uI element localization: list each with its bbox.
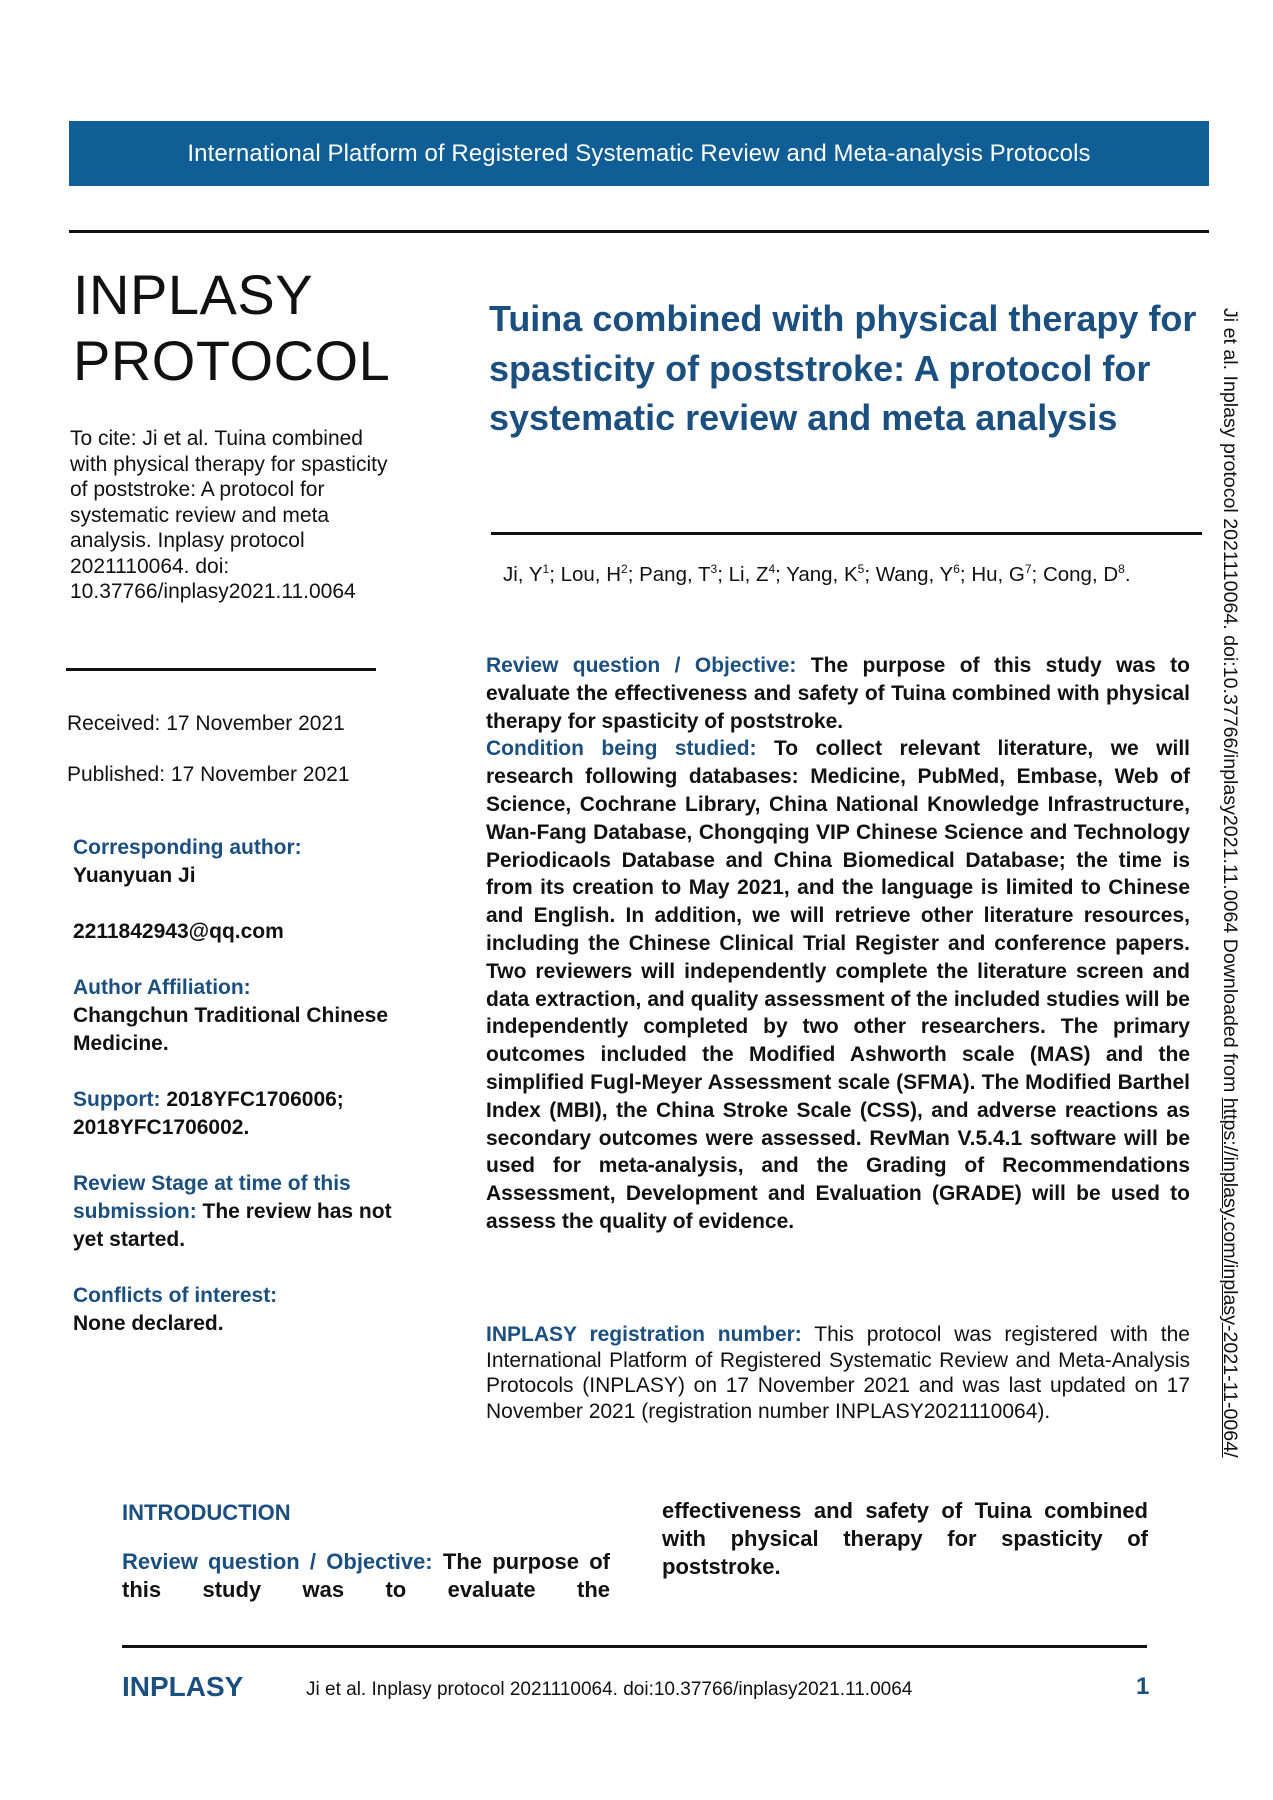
author <box>503 563 549 586</box>
author-affiliation-number: 5 <box>857 562 865 576</box>
author-name: Yang, K <box>786 562 858 586</box>
affiliation-label: Author Affiliation: <box>73 976 251 999</box>
introduction-heading: INTRODUCTION <box>122 1500 291 1525</box>
author <box>1043 563 1125 586</box>
author-name: Pang, T <box>639 562 711 586</box>
footer-citation: Ji et al. Inplasy protocol 2021110064. doi:10.37766/inplasy2021.11.0064 <box>306 1679 913 1700</box>
journal-banner: International Platform of Registered Systematic Review and Meta-analysis Protocols <box>69 121 1209 186</box>
author <box>729 563 776 586</box>
protocol-brand-title <box>73 262 390 394</box>
author-name: Wang, Y <box>875 562 954 586</box>
author-affiliation-number: 8 <box>1118 562 1125 576</box>
support-value: 2018YFC1706006; 2018YFC1706002. <box>73 1088 344 1139</box>
footer-brand: INPLASY <box>122 1671 244 1702</box>
affiliation-block <box>73 974 403 1058</box>
paper-title: Tuina combined with physical therapy for spasticity of poststroke: A protocol for systematic review and meta analysis <box>489 298 1197 438</box>
affiliation-value: Changchun Traditional Chinese Medicine. <box>73 1004 389 1055</box>
review-question-text: The purpose of this study was to evaluate the effectiveness and safety of Tuina combined with physical therapy for spasticity of poststroke. <box>486 654 1190 733</box>
download-link[interactable]: https://inplasy.com/inplasy-2021-11-0064/ <box>1219 1097 1241 1458</box>
side-download-note <box>1218 308 1241 1458</box>
author-affiliation-number: 7 <box>1024 562 1032 576</box>
author-affiliation-number: 4 <box>768 562 776 576</box>
corresponding-author-name: Yuanyuan Ji <box>73 864 196 887</box>
conflicts-block <box>73 1282 403 1338</box>
author-name: Ji, Y <box>503 562 543 586</box>
corresponding-author-block <box>73 834 403 890</box>
registration-text: This protocol was registered with the International Platform of Registered Systematic Review and Meta-Analysis Protocols (INPLASY) on 17 November 2021 and was last updated on 17 November 2021 (registration number INPLASY2021110064). <box>486 1323 1190 1423</box>
condition-label: Condition being studied: <box>486 737 757 761</box>
abstract <box>486 652 1190 1236</box>
author-name: Lou, H <box>560 562 621 586</box>
intro-left-body: The purpose of this study was to evaluate the <box>122 1549 610 1602</box>
author-email[interactable]: 2211842943@qq.com <box>73 920 284 943</box>
author-affiliation-number: 1 <box>542 562 550 576</box>
conflicts-label: Conflicts of interest: <box>73 1284 278 1307</box>
side-note-text: Ji et al. Inplasy protocol 2021110064. doi:10.37766/inplasy2021.11.0064 Downloaded from <box>1219 308 1241 1093</box>
review-stage-label: Review Stage at time of this submission: <box>73 1172 351 1223</box>
author-name: Li, Z <box>728 562 769 586</box>
author <box>876 563 960 586</box>
registration-block <box>486 1322 1190 1424</box>
author-affiliation-number: 3 <box>710 562 718 576</box>
intro-review-label: Review question / Objective: <box>122 1549 433 1574</box>
title-divider <box>491 532 1202 535</box>
condition-text: To collect relevant literature, we will research following databases: Medicine, PubMed, Embase, Web of Science, Cochrane Library, China National Knowledge Infrastructure, Wan-Fang Database, Chongqing VIP Chinese Science and Technology Periodicaols Database and China Biomedical Database; the time is from its creation to May 2021, and the language is limited to Chinese and English. In addition, we will retrieve other literature resources, including the Chinese Clinical Trial Register and conference papers. Two reviewers will independently complete the literature screen and data extraction, and quality assessment of the included studies will be independently completed by two other researchers. The primary outcomes included the Modified Ashworth scale (MAS) and the simplified Fugl-Meyer Assessment scale (SFMA). The Modified Barthel Index (MBI), the China Stroke Scale (CSS), and adverse reactions as secondary outcomes were assessed. RevMan V.5.4.1 software will be used for meta-analysis, and the Grading of Recommendations Assessment, Development and Evaluation (GRADE) will be used to assess the quality of evidence. <box>486 737 1191 1233</box>
author-list: Ji, $Y^1$; Lou, $H^2$; Pang, $T^3$; Li, $Z^4$; Yang, $K^5$; Wang, $Y^6$; Hu, $G^7$; Cong, $D^8$. <box>503 562 1131 586</box>
author <box>639 563 717 586</box>
conflicts-value: None declared. <box>73 1312 224 1335</box>
review-stage-block <box>73 1170 403 1254</box>
review-question-label: Review question / Objective: <box>486 654 797 677</box>
received-date: Received: 17 November 2021 <box>67 712 345 735</box>
corresponding-author-label: Corresponding author: <box>73 836 302 859</box>
author <box>561 563 628 586</box>
left-divider <box>66 668 376 671</box>
published-date: Published: 17 November 2021 <box>67 763 350 786</box>
abstract-condition <box>486 735 1190 1235</box>
author <box>971 563 1031 586</box>
author-name: Hu, G <box>971 562 1025 586</box>
review-stage-value: The review has not yet started. <box>73 1200 392 1251</box>
brand-line-2: PROTOCOL <box>73 329 391 392</box>
brand-line-1: INPLASY <box>73 263 314 326</box>
support-label: Support: <box>73 1088 161 1111</box>
abstract-review-question <box>486 652 1190 735</box>
top-divider <box>69 230 1209 233</box>
support-block <box>73 1086 403 1142</box>
footer-divider <box>122 1645 1147 1648</box>
introduction-left-text <box>122 1548 610 1604</box>
author-affiliation-number: 6 <box>953 562 960 576</box>
page-number: 1 <box>1136 1673 1150 1700</box>
author <box>786 563 864 586</box>
citation-text: To cite: Ji et al. Tuina combined with physical therapy for spasticity of poststroke: A protocol for systematic review and meta analysis. Inplasy protocol 2021110064. doi: 10.37766/inplasy2021.11.0064 <box>70 427 388 603</box>
author-name: Cong, D <box>1042 562 1119 586</box>
author-affiliation-number: 2 <box>621 562 628 576</box>
registration-label: INPLASY registration number: <box>486 1323 802 1346</box>
introduction-right-text: effectiveness and safety of Tuina combined with physical therapy for spasticity of poststroke. <box>662 1498 1148 1579</box>
